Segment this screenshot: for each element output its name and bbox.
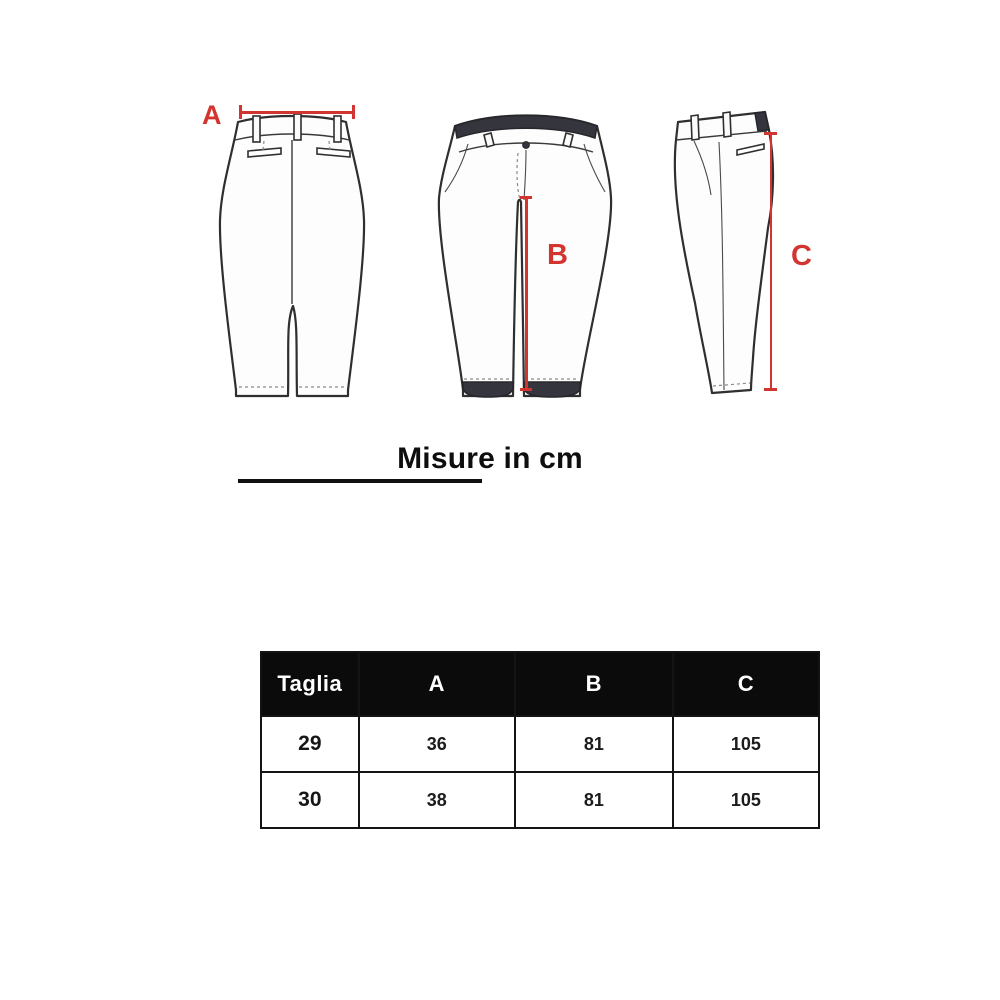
size-table-header-c: C [673, 652, 819, 716]
measure-line-c-bar [770, 132, 773, 391]
measure-tick [520, 388, 532, 391]
measure-label-a: A [202, 100, 222, 130]
measure-line-c [764, 132, 777, 391]
size-table-cell-a: 36 [359, 716, 515, 772]
size-table-cell-c: 105 [673, 772, 819, 828]
size-table-cell-a: 38 [359, 772, 515, 828]
measure-tick [352, 105, 355, 119]
title-underline [238, 479, 482, 483]
size-guide-title: Misure in cm [397, 442, 583, 475]
pants-side-view-figure [665, 100, 775, 410]
measure-line-b-bar [525, 196, 528, 391]
pants-back-view-figure [212, 100, 372, 410]
size-table-header-row [261, 652, 819, 716]
size-table-header-a: A [359, 652, 515, 716]
pants-side-view-drawing [665, 100, 775, 410]
measure-label-c: C [791, 240, 813, 272]
measure-tick [520, 196, 532, 199]
measure-tick [239, 105, 242, 119]
size-table-header-b: B [515, 652, 673, 716]
measure-line-b [520, 196, 532, 391]
measure-line-a-bar [239, 111, 355, 114]
measure-tick [764, 388, 777, 391]
table-row [261, 716, 819, 772]
measure-tick [764, 132, 777, 135]
size-table-cell-b: 81 [515, 716, 673, 772]
size-table-cell-size: 29 [261, 716, 359, 772]
table-row [261, 772, 819, 828]
pants-back-view-drawing [212, 100, 372, 410]
size-table-header-taglia: Taglia [261, 652, 359, 716]
size-table-cell-c: 105 [673, 716, 819, 772]
size-table-cell-size: 30 [261, 772, 359, 828]
measure-label-b: B [547, 239, 569, 271]
size-table-cell-b: 81 [515, 772, 673, 828]
size-table [260, 651, 820, 829]
measure-line-a [239, 105, 355, 119]
